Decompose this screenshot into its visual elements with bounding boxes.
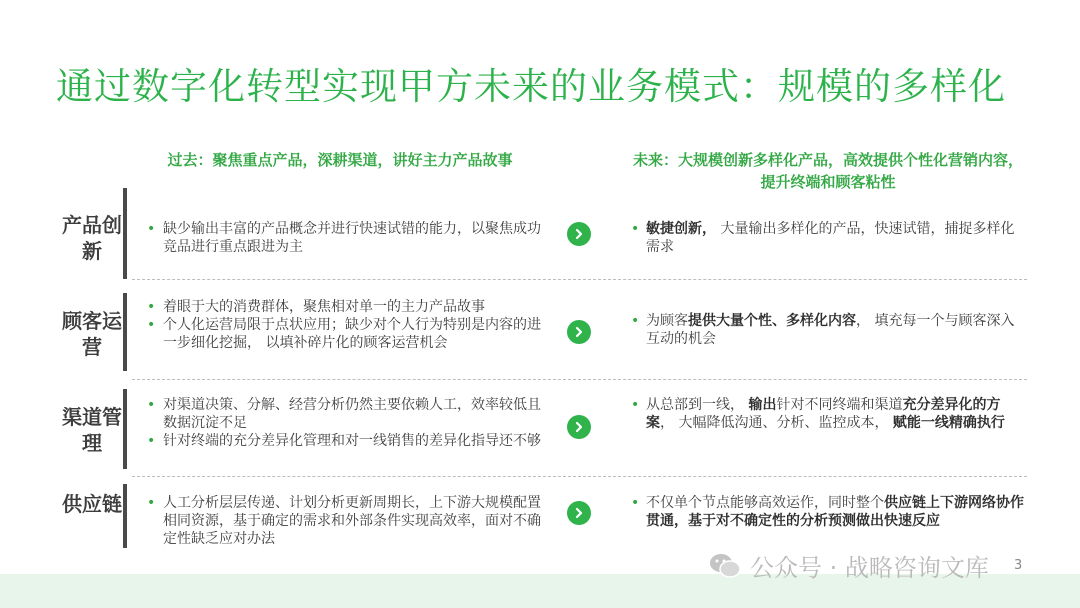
list-item: • 敏捷创新， 大量输出多样化的产品，快速试错，捕捉多样化需求 bbox=[630, 220, 1025, 256]
past-customer-operation bbox=[146, 298, 541, 352]
past-supply-chain bbox=[146, 494, 541, 548]
slide-title: 通过数字化转型实现甲方未来的业务模式：规模的多样化 bbox=[56, 65, 1006, 108]
list-item: • 从总部到一线， 输出针对不同终端和渠道充分差异化的方案， 大幅降低沟通、分析、监控成本， 赋能一线精确执行 bbox=[630, 396, 1025, 432]
future-channel-management bbox=[630, 396, 1025, 432]
past-column-header: 过去：聚焦重点产品，深耕渠道，讲好主力产品故事 bbox=[167, 151, 513, 169]
row-label-customer-operation: 顾客运营 bbox=[62, 309, 122, 359]
arrow-right-icon bbox=[567, 501, 591, 525]
row-separator bbox=[132, 476, 1027, 477]
page-number: 3 bbox=[1014, 558, 1023, 573]
past-product-innovation bbox=[146, 220, 541, 256]
list-item: • 个人化运营局限于点状应用；缺少对个人行为特别是内容的进一步细化挖掘， 以填补碎片化的顾客运营机会 bbox=[146, 316, 541, 352]
watermark-text: 公众号 · 战略咨询文库 bbox=[750, 554, 989, 582]
list-item: • 着眼于大的消费群体，聚焦相对单一的主力产品故事 bbox=[146, 298, 541, 316]
list-item: • 对渠道决策、分解、经营分析仍然主要依赖人工，效率较低且数据沉淀不足 bbox=[146, 396, 541, 432]
list-item: • 缺少输出丰富的产品概念并进行快速试错的能力，以聚焦成功竞品进行重点跟进为主 bbox=[146, 220, 541, 256]
list-item: • 针对终端的充分差异化管理和对一线销售的差异化指导还不够 bbox=[146, 432, 541, 450]
list-item: • 人工分析层层传递、计划分析更新周期长，上下游大规模配置相同资源，基于确定的需求和外部条件实现高效率，面对不确定性缺乏应对办法 bbox=[146, 494, 541, 548]
arrow-right-icon bbox=[567, 222, 591, 246]
row-label-channel-management: 渠道管理 bbox=[62, 405, 122, 455]
row-label-supply-chain: 供应链 bbox=[62, 492, 122, 516]
future-column-header: 未来：大规模创新多样化产品，高效提供个性化营销内容，提升终端和顾客粘性 bbox=[632, 151, 1023, 191]
list-item: • 为顾客提供大量个性、多样化内容， 填充每一个与顾客深入互动的机会 bbox=[630, 312, 1025, 348]
future-customer-operation bbox=[630, 312, 1025, 348]
list-item: • 不仅单个节点能够高效运作，同时整个供应链上下游网络协作贯通，基于对不确定性的分析预测做出快速反应 bbox=[630, 494, 1025, 530]
future-supply-chain bbox=[630, 494, 1025, 530]
row-label-product-innovation: 产品创新 bbox=[62, 213, 122, 263]
row-separator bbox=[132, 279, 1027, 280]
row-separator bbox=[132, 379, 1027, 380]
past-channel-management bbox=[146, 396, 541, 450]
wechat-logo-icon bbox=[708, 552, 742, 580]
arrow-right-icon bbox=[567, 415, 591, 439]
future-product-innovation bbox=[630, 220, 1025, 256]
arrow-right-icon bbox=[567, 320, 591, 344]
watermark bbox=[708, 548, 989, 583]
